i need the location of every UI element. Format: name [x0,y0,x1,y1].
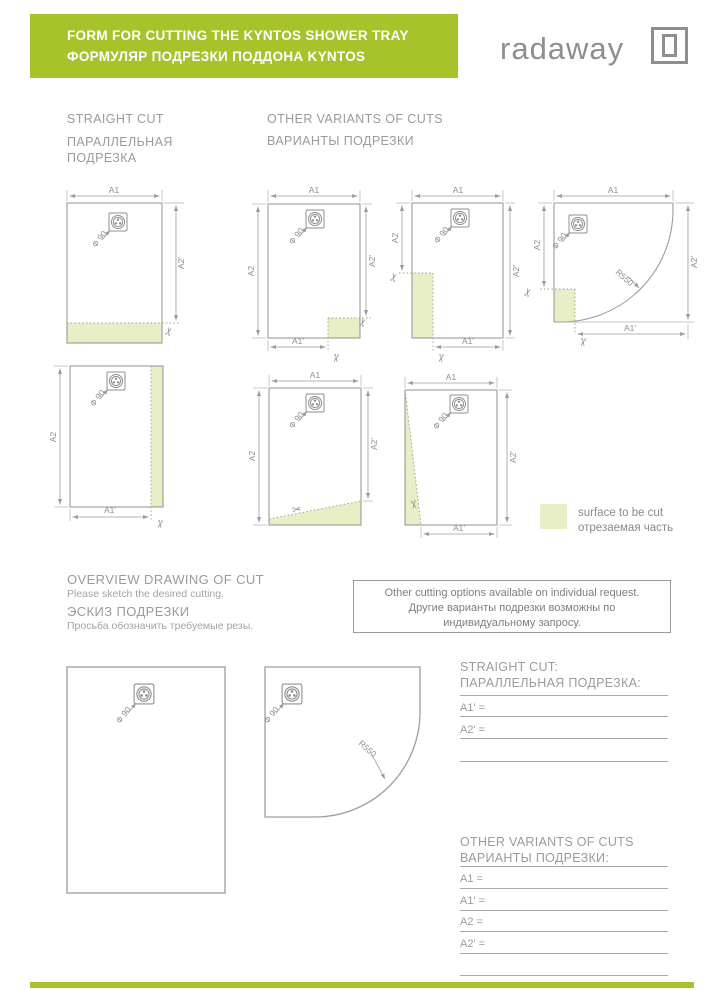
overview-title-ru: ЭСКИЗ ПОДРЕЗКИ [67,604,190,619]
diagram-straight-cut-right [48,366,167,530]
drain-icon [134,684,154,704]
field-input-a2-prime-2[interactable] [460,953,668,954]
diagram-variant-diagonal-left [405,372,518,538]
field-input-a1[interactable] [460,888,668,889]
legend-text-en: surface to be cut [578,507,664,519]
scissors-icon: ✂ [161,325,177,338]
other-variants-section-title-ru: ВАРИАНТЫ ПОДРЕЗКИ [267,134,415,148]
drain-label: Ф 90 [549,230,569,252]
field-input-a1-prime-2[interactable] [460,910,668,911]
field-label-a1-prime-2: A1' = [460,895,486,907]
dim-a1: A1 [308,185,320,195]
dim-a1: A1 [309,370,321,380]
drain-label: Ф 90 [113,704,133,726]
scissors-icon: ✂ [433,352,448,364]
field-input-extra-2[interactable] [460,975,668,976]
field-label-a2-prime: A2' = [460,724,486,736]
dim-a2: A2 [390,232,400,244]
diagram-variant-corner-left [386,185,521,364]
cut-surface [68,323,162,343]
dimension-lines [54,366,149,521]
cut-surface-legend-swatch [540,504,567,529]
header-title-ru: ФОРМУЛЯР ПОДРЕЗКИ ПОДДОНА KYNTOS [67,49,366,64]
drain-icon [109,213,127,231]
dim-a1-prime: A1' [291,336,305,346]
overview-subtitle-ru: Просьба обозначить требуемые резы. [67,620,254,632]
dim-a2-prime: A2' [511,264,521,278]
scissors-icon: ✂ [152,518,167,530]
drain-icon [450,395,468,413]
drain-label: Ф 90 [430,410,450,432]
drain-icon [306,210,324,228]
dim-a2: A2 [246,265,256,277]
overview-title-en: OVERVIEW DRAWING OF CUT [67,572,264,587]
scissors-icon: ✂ [575,336,590,348]
overview-subtitle-en: Please sketch the desired cutting. [67,588,225,600]
drain-icon [107,372,125,390]
dim-a1-prime: A1' [461,336,475,346]
straight-cut-section-title-ru: ПАРАЛЛЕЛЬНАЯ ПОДРЕЗКА [67,135,173,165]
diagram-variant-corner-right [246,185,377,364]
form-straight-title-en: STRAIGHT CUT: [460,660,559,674]
drain-icon [282,684,302,704]
form-other-title-ru: ВАРИАНТЫ ПОДРЕЗКИ: [460,851,610,865]
tray-outline [268,204,360,338]
sketch-rectangular-tray [67,667,225,893]
dim-a1-prime: A1' [103,505,117,515]
dim-a2-prime: A2' [367,254,377,268]
field-label-a2-prime-2: A2' = [460,938,486,950]
cut-surface [413,273,434,338]
dim-a2-prime: A2' [508,450,518,464]
drain-icon [306,394,324,412]
legend-text-ru: отрезаемая часть [578,522,674,534]
radius-label: R550 [356,738,379,760]
dim-a1: A1 [452,185,464,195]
drain-label: Ф 90 [87,387,107,409]
note-line-3: индивидуальному запросу. [443,617,581,629]
form-straight-title-rule [460,695,668,696]
cut-surface [555,289,576,322]
dim-a1-prime: A1' [452,523,466,533]
cut-surface-legend-text [578,506,673,536]
dim-a1: A1 [108,185,120,195]
form-other-title-en: OTHER VARIANTS OF CUTS [460,835,634,849]
scissors-icon: ✂ [406,498,421,511]
form-other-title-rule [460,866,668,867]
scissors-icon: ✂ [328,352,343,364]
drain-icon [451,209,469,227]
diagram-variant-quarter-round [520,185,699,348]
scissors-icon: ✂ [386,271,402,284]
cut-surface [269,501,361,525]
dim-a2: A2 [48,431,58,443]
drain-label: Ф 90 [261,704,281,726]
diagram-straight-cut-bottom [67,185,186,343]
field-label-a1: A1 = [460,873,483,885]
drain-label: Ф 90 [89,228,109,250]
straight-cut-section-title-en: STRAIGHT CUT [67,112,164,126]
cut-surface [151,367,163,507]
dim-a1: A1 [607,185,619,195]
scissors-icon: ✂ [291,502,303,517]
tray-outline [67,203,162,343]
cut-surface [328,318,360,338]
drain-icon [569,215,587,233]
field-input-a1-prime[interactable] [460,716,668,717]
drain-label: Ф 90 [286,225,306,247]
field-label-a2: A2 = [460,916,483,928]
dim-a1: A1 [445,372,457,382]
drain-label: Ф 90 [431,224,451,246]
radaway-logo-text: radaway [500,31,625,66]
radius-label: R550 [613,267,636,289]
diagram-variant-diagonal-bottom [247,370,379,525]
field-label-a1-prime: A1' = [460,702,486,714]
note-line-1: Other cutting options available on individual request. [384,587,640,599]
drain-label: Ф 90 [286,409,306,431]
form-straight-title-ru: ПАРАЛЛЕЛЬНАЯ ПОДРЕЗКА: [460,676,641,690]
field-input-extra[interactable] [460,761,668,762]
footer-accent-bar [30,982,694,988]
other-variants-section-title-en: OTHER VARIANTS OF CUTS [267,112,443,126]
individual-request-note [353,580,671,633]
dim-a2-prime: A2' [176,256,186,270]
header-title-en: FORM FOR CUTTING THE KYNTOS SHOWER TRAY [67,28,409,43]
dimension-lines [67,190,184,321]
dim-a2: A2 [247,450,257,462]
scissors-icon: ✂ [520,286,536,299]
scissors-icon: ✂ [355,316,371,329]
sketch-quarter-round-tray [262,667,420,817]
note-line-2: Другие варианты подрезки возможны по [408,602,616,614]
dim-a2: A2 [532,239,542,251]
field-input-a2[interactable] [460,931,668,932]
dim-a1-prime: A1' [623,323,637,333]
field-input-a2-prime[interactable] [460,738,668,739]
sketch-area-quarter-round[interactable] [265,667,420,817]
dim-a2-prime: A2' [369,437,379,451]
dim-a2-prime: A2' [689,255,699,269]
